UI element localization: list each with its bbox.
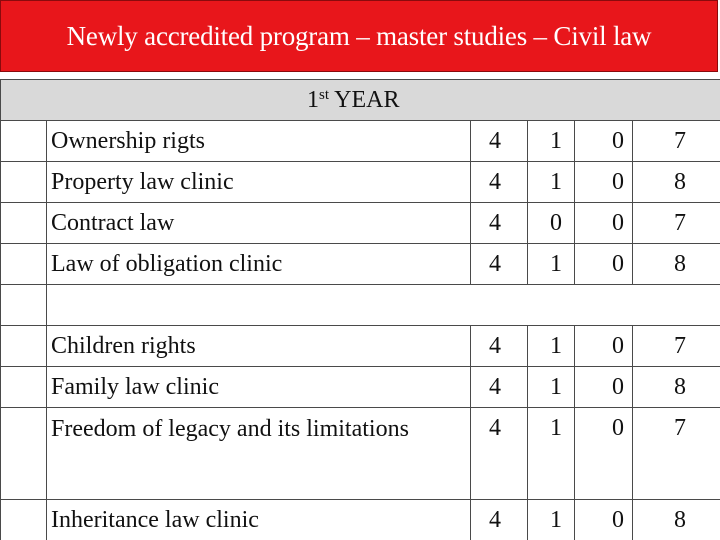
credit-value: 4	[471, 408, 528, 500]
credit-value: 4	[471, 244, 528, 285]
credit-value: 1	[528, 500, 575, 540]
row-marker-cell	[1, 408, 47, 500]
credit-value: 1	[528, 162, 575, 203]
title-bar	[0, 0, 718, 72]
table-row	[1, 500, 720, 540]
year-ordinal-suffix: st	[319, 86, 330, 103]
course-name: Freedom of legacy and its limitations	[47, 408, 471, 500]
credit-value: 0	[575, 367, 633, 408]
credit-value: 4	[471, 162, 528, 203]
credit-value: 0	[575, 162, 633, 203]
credit-value: 7	[633, 121, 720, 162]
table-row	[1, 326, 720, 367]
credit-value: 8	[633, 162, 720, 203]
course-name: Inheritance law clinic	[47, 500, 471, 540]
year-header-row	[1, 80, 720, 121]
credit-value: 0	[528, 203, 575, 244]
credit-value: 0	[575, 203, 633, 244]
row-marker-cell	[1, 367, 47, 408]
table-row	[1, 244, 720, 285]
row-marker-cell	[1, 121, 47, 162]
row-marker-cell	[1, 203, 47, 244]
curriculum-table-wrap	[0, 79, 720, 540]
credit-value: 0	[575, 326, 633, 367]
credit-value: 7	[633, 326, 720, 367]
credit-value: 0	[575, 121, 633, 162]
credit-value: 4	[471, 500, 528, 540]
row-marker-cell	[1, 285, 47, 326]
table-row	[1, 367, 720, 408]
credit-value: 8	[633, 244, 720, 285]
credit-value: 4	[471, 326, 528, 367]
credit-value: 1	[528, 244, 575, 285]
course-name: Law of obligation clinic	[47, 244, 471, 285]
row-marker-cell	[1, 326, 47, 367]
year-header-cell	[1, 80, 720, 121]
empty-spacer-cell	[47, 285, 720, 326]
row-marker-cell	[1, 500, 47, 540]
credit-value: 1	[528, 367, 575, 408]
credit-value: 1	[528, 326, 575, 367]
table-row-empty	[1, 285, 720, 326]
credit-value: 8	[633, 500, 720, 540]
table-row	[1, 203, 720, 244]
credit-value: 7	[633, 203, 720, 244]
table-row	[1, 408, 720, 500]
credit-value: 0	[575, 244, 633, 285]
row-marker-cell	[1, 162, 47, 203]
row-marker-cell	[1, 244, 47, 285]
credit-value: 4	[471, 203, 528, 244]
year-word: YEAR	[334, 86, 400, 113]
course-name: Ownership rigts	[47, 121, 471, 162]
course-name: Children rights	[47, 326, 471, 367]
credit-value: 8	[633, 367, 720, 408]
slide-title: Newly accredited program – master studies – Civil law	[66, 20, 652, 51]
credit-value: 1	[528, 408, 575, 500]
credit-value: 1	[528, 121, 575, 162]
curriculum-table	[0, 79, 720, 540]
year-number: 1	[307, 86, 319, 113]
credit-value: 7	[633, 408, 720, 500]
course-name: Property law clinic	[47, 162, 471, 203]
course-name: Contract law	[47, 203, 471, 244]
table-row	[1, 121, 720, 162]
year-label	[1, 87, 720, 114]
credit-value: 0	[575, 500, 633, 540]
credit-value: 4	[471, 367, 528, 408]
table-row	[1, 162, 720, 203]
credit-value: 0	[575, 408, 633, 500]
credit-value: 4	[471, 121, 528, 162]
course-name: Family law clinic	[47, 367, 471, 408]
